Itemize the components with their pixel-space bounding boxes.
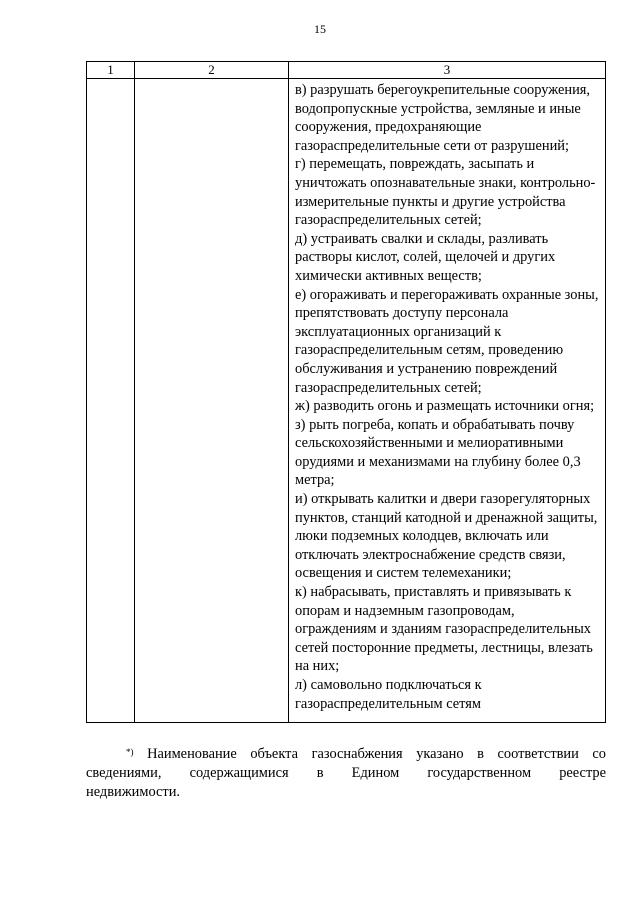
table-row	[87, 79, 606, 723]
footnote-text-1: Наименование объекта газоснабжения указано в соответствии со	[147, 746, 606, 762]
list-item-l: л) самовольно подключаться к газораспределительным сетям	[295, 677, 482, 712]
footnote-line-2: сведениями, содержащимися в Едином государственном реестре	[86, 765, 606, 781]
list-item-k: к) набрасывать, приставлять и привязывать к опорам и надземным газопроводам, ограждениям и зданиям газораспределительных сетей посторонние предметы, лестницы, влезать на них;	[295, 584, 593, 675]
footnote-line-1	[86, 745, 606, 764]
list-item-zh: ж) разводить огонь и размещать источники огня;	[295, 398, 595, 415]
column-header-3: 3	[289, 62, 606, 79]
footnote	[86, 745, 606, 802]
column-header-1: 1	[87, 62, 135, 79]
list-item-z: з) рыть погреба, копать и обрабатывать почву сельскохозяйственными и мелиоративными орудиями и механизмами на глубину более 0,3 метра;	[295, 416, 581, 489]
list-item-e: е) огораживать и перегораживать охранные зоны, препятствовать доступу персонала эксплуатационных организаций к газораспределительным сетям, проведению обслуживания и устранению повреждений газораспределительных сетей;	[295, 286, 599, 396]
list-item-v: в) разрушать берегоукрепительные сооружения, водопропускные устройства, земляные и иные сооружения, предохраняющие газораспределительные сети от разрушений;	[295, 82, 590, 154]
list-item-d: д) устраивать свалки и склады, разливать растворы кислот, солей, щелочей и других химически активных веществ;	[295, 230, 556, 284]
footnote-marker: *)	[126, 747, 134, 757]
footnote-line-3: недвижимости.	[86, 784, 180, 800]
list-item-i: и) открывать калитки и двери газорегуляторных пунктов, станций катодной и дренажной защиты, люки подземных колодцев, включать или отключать электроснабжение средств связи, освещения и систем телемеханики;	[295, 491, 598, 582]
content-table	[86, 61, 606, 723]
column-header-2: 2	[135, 62, 289, 79]
prohibition-list	[289, 79, 605, 713]
page-number: 15	[314, 22, 326, 36]
cell-column-1	[87, 79, 135, 723]
cell-column-3	[289, 79, 606, 723]
cell-column-2	[135, 79, 289, 723]
list-item-g: г) перемещать, повреждать, засыпать и уничтожать опознавательные знаки, контрольно-измерительные пункты и другие устройства газораспределительных сетей;	[295, 156, 596, 229]
table-header-row	[87, 62, 606, 79]
